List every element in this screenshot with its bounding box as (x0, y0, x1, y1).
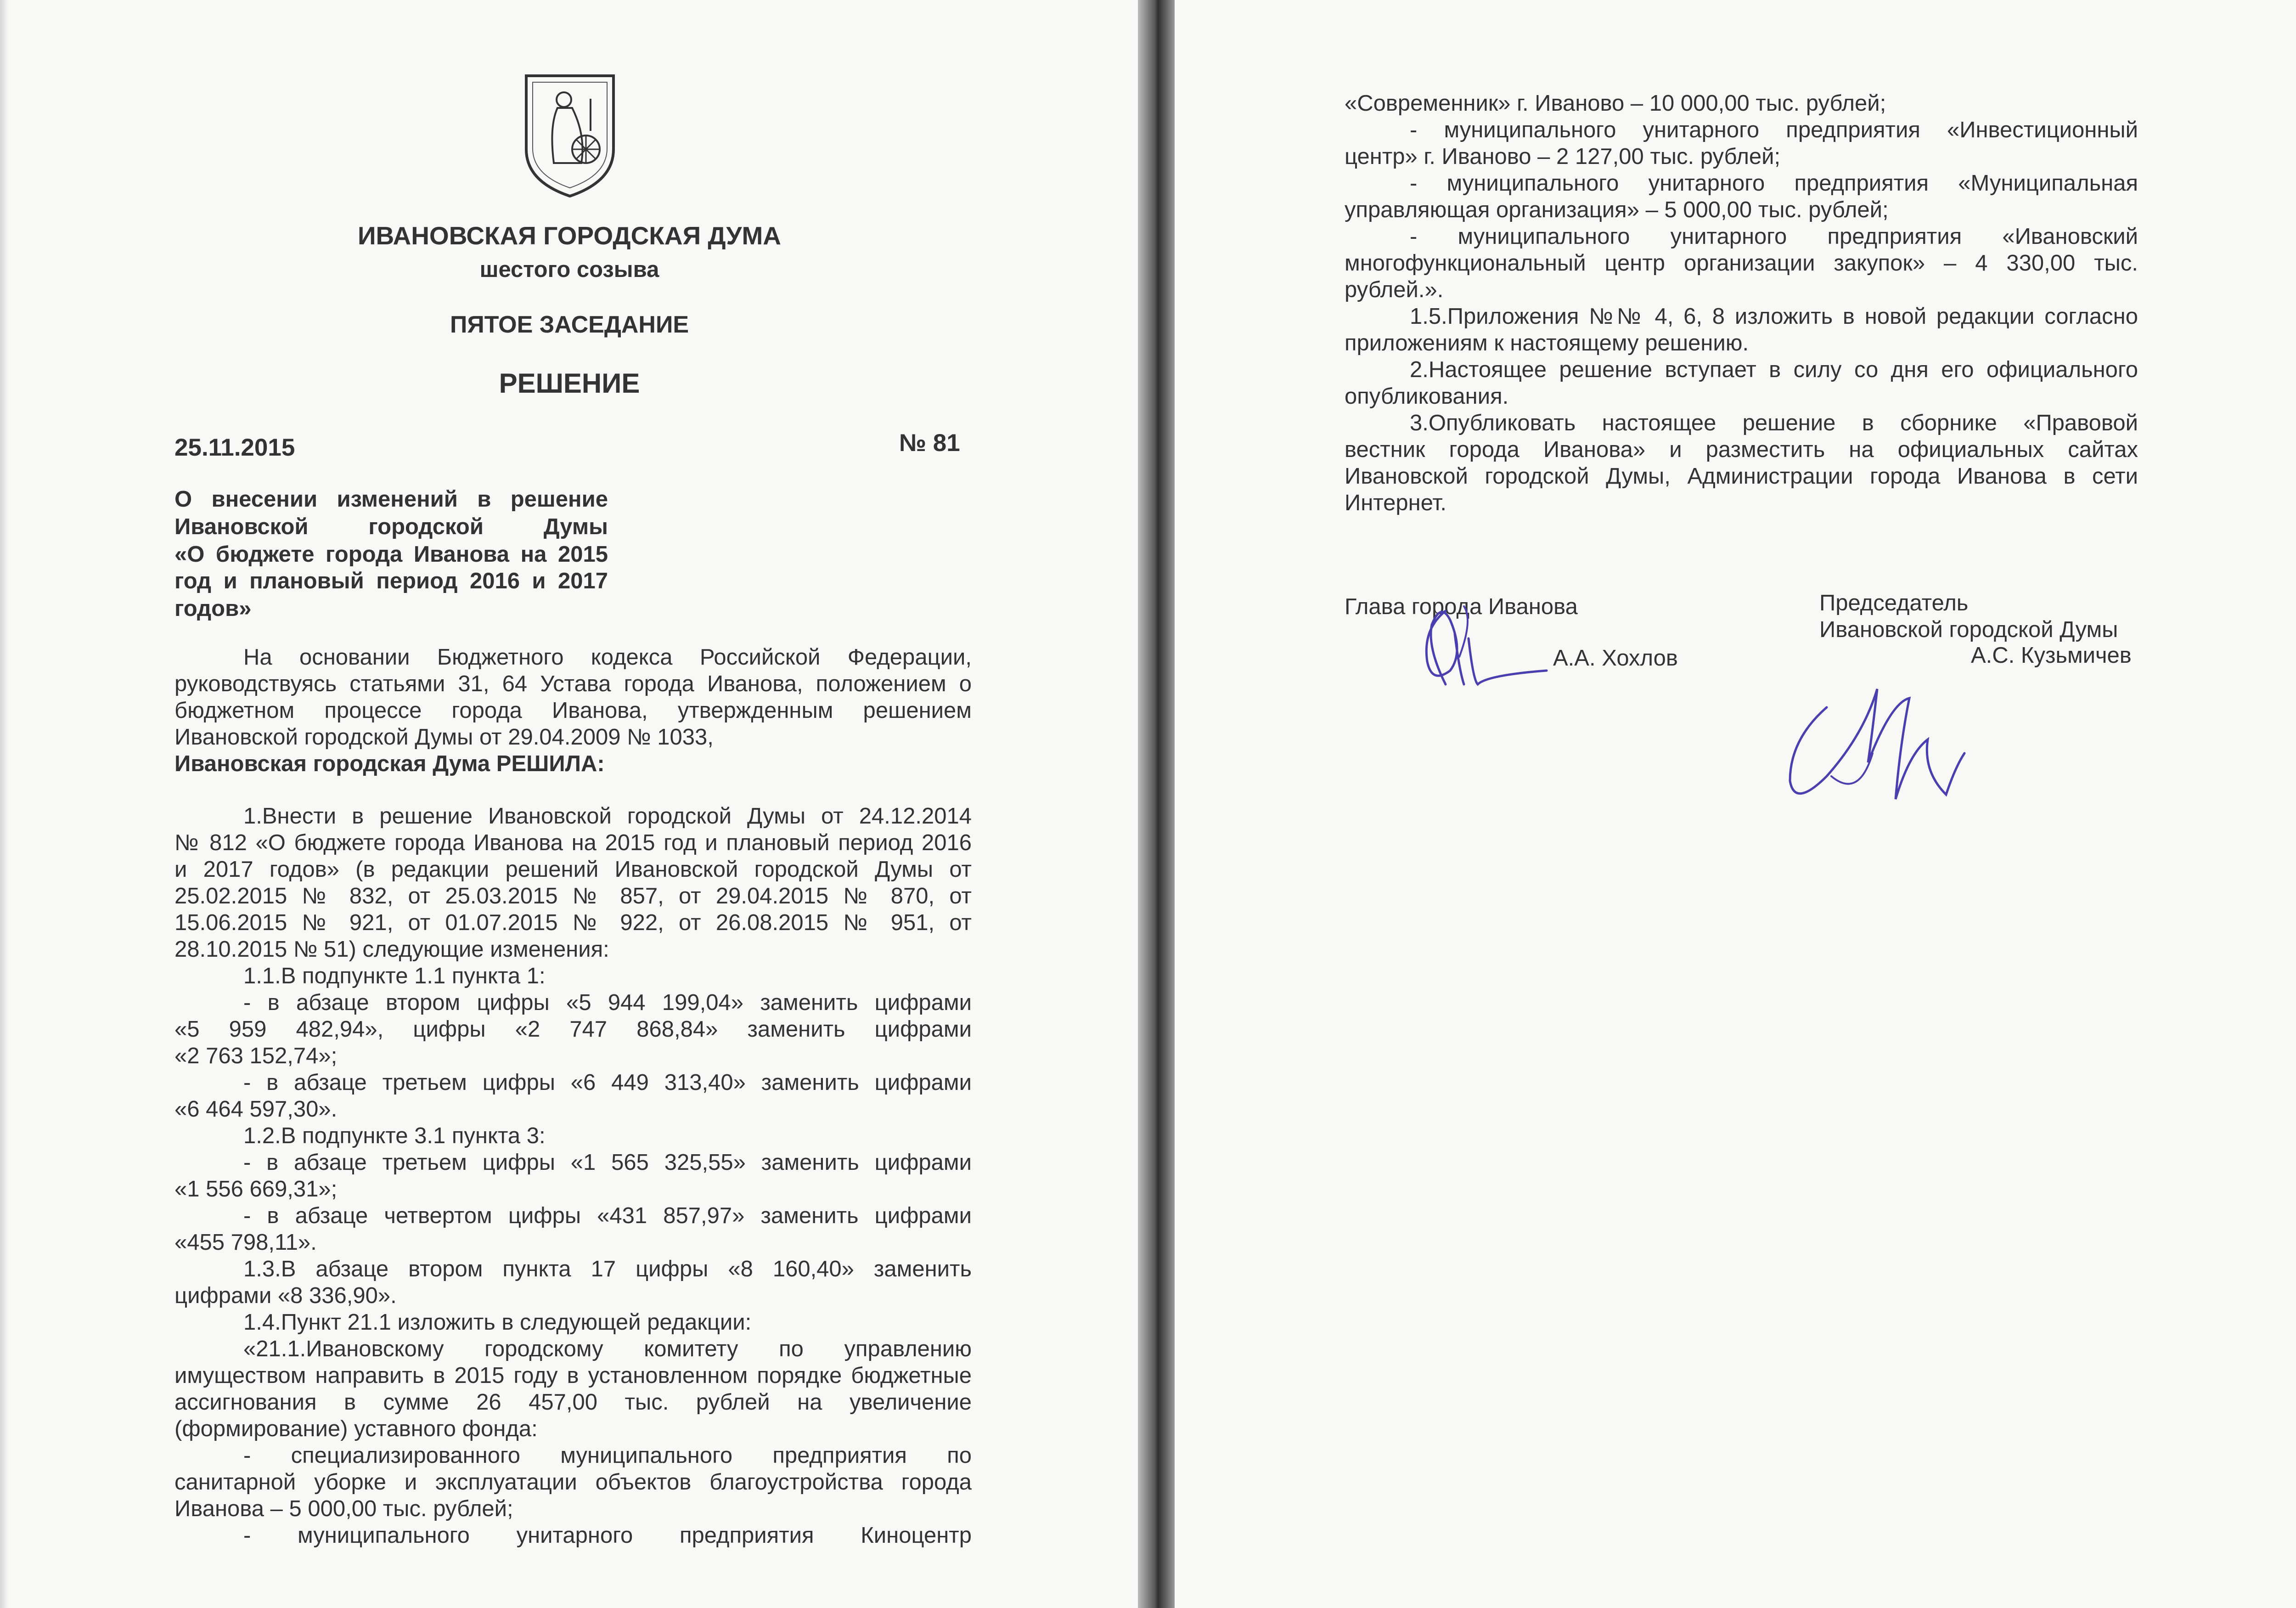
doc-number: № 81 (899, 429, 960, 457)
doc-type: РЕШЕНИЕ (499, 368, 640, 399)
body-line: Ивановской городской Думы, Администрации города Иванова в сети (1345, 464, 2138, 489)
body-line: - в абзаце третьем цифры «1 565 325,55» заменить цифрами (243, 1150, 972, 1175)
body-line: (формирование) уставного фонда: (174, 1416, 538, 1441)
body-line: «455 798,11». (174, 1230, 317, 1255)
book-gutter (1138, 0, 1175, 1608)
body-line: и 2017 годов» (в редакции решений Ивановской городской Думы от (174, 857, 972, 882)
chair-title-org: Ивановской городской Думы (1819, 617, 2118, 642)
body-line: - муниципального унитарного предприятия «Инвестиционный (1410, 118, 2138, 142)
mayor-signature (1395, 592, 1551, 703)
body-line: Ивановской городской Думы от 29.04.2009 № 1033, (174, 725, 714, 750)
body-line: вестник города Иванова» и разместить на официальных сайтах (1345, 437, 2138, 462)
body-line: 28.10.2015 № 51) следующие изменения: (174, 937, 609, 962)
body-line: 1.5.Приложения №№ 4, 6, 8 изложить в новой редакции согласно (1410, 304, 2138, 329)
title-line: годов» (174, 596, 252, 621)
mayor-title: Глава города Иванова (1345, 594, 1578, 619)
title-line: «О бюджете города Иванова на 2015 (174, 542, 608, 567)
resolution-phrase: Ивановская городская Дума РЕШИЛА: (174, 751, 605, 776)
body-line: санитарной уборке и эксплуатации объектов благоустройства города (174, 1470, 972, 1495)
body-line: На основании Бюджетного кодекса Российской Федерации, (243, 645, 972, 670)
body-line: 1.3.В абзаце втором пункта 17 цифры «8 160,40» заменить (243, 1257, 972, 1281)
body-line: «Современник» г. Иваново – 10 000,00 тыс. рублей; (1345, 91, 1886, 116)
body-line: ассигнования в сумме 26 457,00 тыс. рублей на увеличение (174, 1390, 972, 1415)
body-line: опубликования. (1345, 384, 1509, 409)
left-page (0, 0, 1138, 1608)
body-line: - в абзаце третьем цифры «6 449 313,40» заменить цифрами (243, 1070, 972, 1095)
body-line: - в абзаце втором цифры «5 944 199,04» заменить цифрами (243, 990, 972, 1015)
body-line: Иванова – 5 000,00 тыс. рублей; (174, 1496, 513, 1521)
body-line: 1.Внести в решение Ивановской городской Думы от 24.12.2014 (243, 804, 972, 829)
body-line: бюджетном процессе города Иванова, утвержденным решением (174, 698, 972, 723)
title-line: год и плановый период 2016 и 2017 (174, 569, 608, 593)
org-title: ИВАНОВСКАЯ ГОРОДСКАЯ ДУМА (357, 221, 782, 250)
body-line: управляющая организация» – 5 000,00 тыс. рублей; (1345, 197, 1889, 222)
coat-of-arms-icon (522, 71, 618, 200)
body-line: многофункциональный центр организации закупок» – 4 330,00 тыс. (1345, 251, 2138, 276)
body-line: Интернет. (1345, 491, 1446, 515)
body-line: центр» г. Иваново – 2 127,00 тыс. рублей; (1345, 144, 1781, 169)
body-line: «6 464 597,30». (174, 1097, 338, 1122)
session-title: ПЯТОЕ ЗАСЕДАНИЕ (450, 311, 689, 338)
mayor-name: А.А. Хохлов (1553, 646, 1678, 671)
title-line: Ивановской городской Думы (174, 514, 608, 539)
chair-title: Председатель (1819, 591, 1969, 615)
convocation: шестого созыва (479, 257, 659, 282)
body-line: 1.4.Пункт 21.1 изложить в следующей редакции: (243, 1310, 752, 1335)
title-line: О внесении изменений в решение (174, 487, 608, 512)
body-line: - в абзаце четвертом цифры «431 857,97» заменить цифрами (243, 1203, 972, 1228)
body-line: 2.Настоящее решение вступает в силу со дня его официального (1410, 357, 2138, 382)
body-line: приложениям к настоящему решению. (1345, 331, 1749, 355)
body-line: - специализированного муниципального предприятия по (243, 1443, 972, 1468)
body-line: «2 763 152,74»; (174, 1044, 338, 1068)
body-line: № 812 «О бюджете города Иванова на 2015 год и плановый период 2016 (174, 830, 972, 855)
body-line: - муниципального унитарного предприятия «Ивановский (1410, 224, 2138, 249)
body-line: рублей.». (1345, 277, 1444, 302)
body-line: имуществом направить в 2015 году в установленном порядке бюджетные (174, 1363, 972, 1388)
body-line: - муниципального унитарного предприятия Киноцентр (243, 1523, 972, 1548)
body-line: «5 959 482,94», цифры «2 747 868,84» заменить цифрами (174, 1017, 972, 1042)
body-line: 15.06.2015 № 921, от 01.07.2015 № 922, от 26.08.2015 № 951, от (174, 910, 972, 935)
body-line: «1 556 669,31»; (174, 1177, 338, 1202)
right-page (1175, 0, 2296, 1608)
doc-date: 25.11.2015 (174, 434, 295, 461)
body-line: 3.Опубликовать настоящее решение в сборнике «Правовой (1410, 411, 2138, 435)
chair-name: А.С. Кузьмичев (1971, 643, 2132, 668)
body-line: 1.1.В подпункте 1.1 пункта 1: (243, 964, 546, 988)
chair-signature (1772, 661, 2001, 818)
body-line: руководствуясь статьями 31, 64 Устава города Иванова, положением о (174, 671, 972, 696)
body-line: цифрами «8 336,90». (174, 1283, 397, 1308)
body-line: 1.2.В подпункте 3.1 пункта 3: (243, 1123, 546, 1148)
body-line: 25.02.2015 № 832, от 25.03.2015 № 857, от 29.04.2015 № 870, от (174, 884, 972, 908)
body-line: - муниципального унитарного предприятия «Муниципальная (1410, 171, 2138, 196)
page-edge-shadow (0, 0, 8, 1608)
body-line: «21.1.Ивановскому городскому комитету по управлению (243, 1337, 972, 1361)
